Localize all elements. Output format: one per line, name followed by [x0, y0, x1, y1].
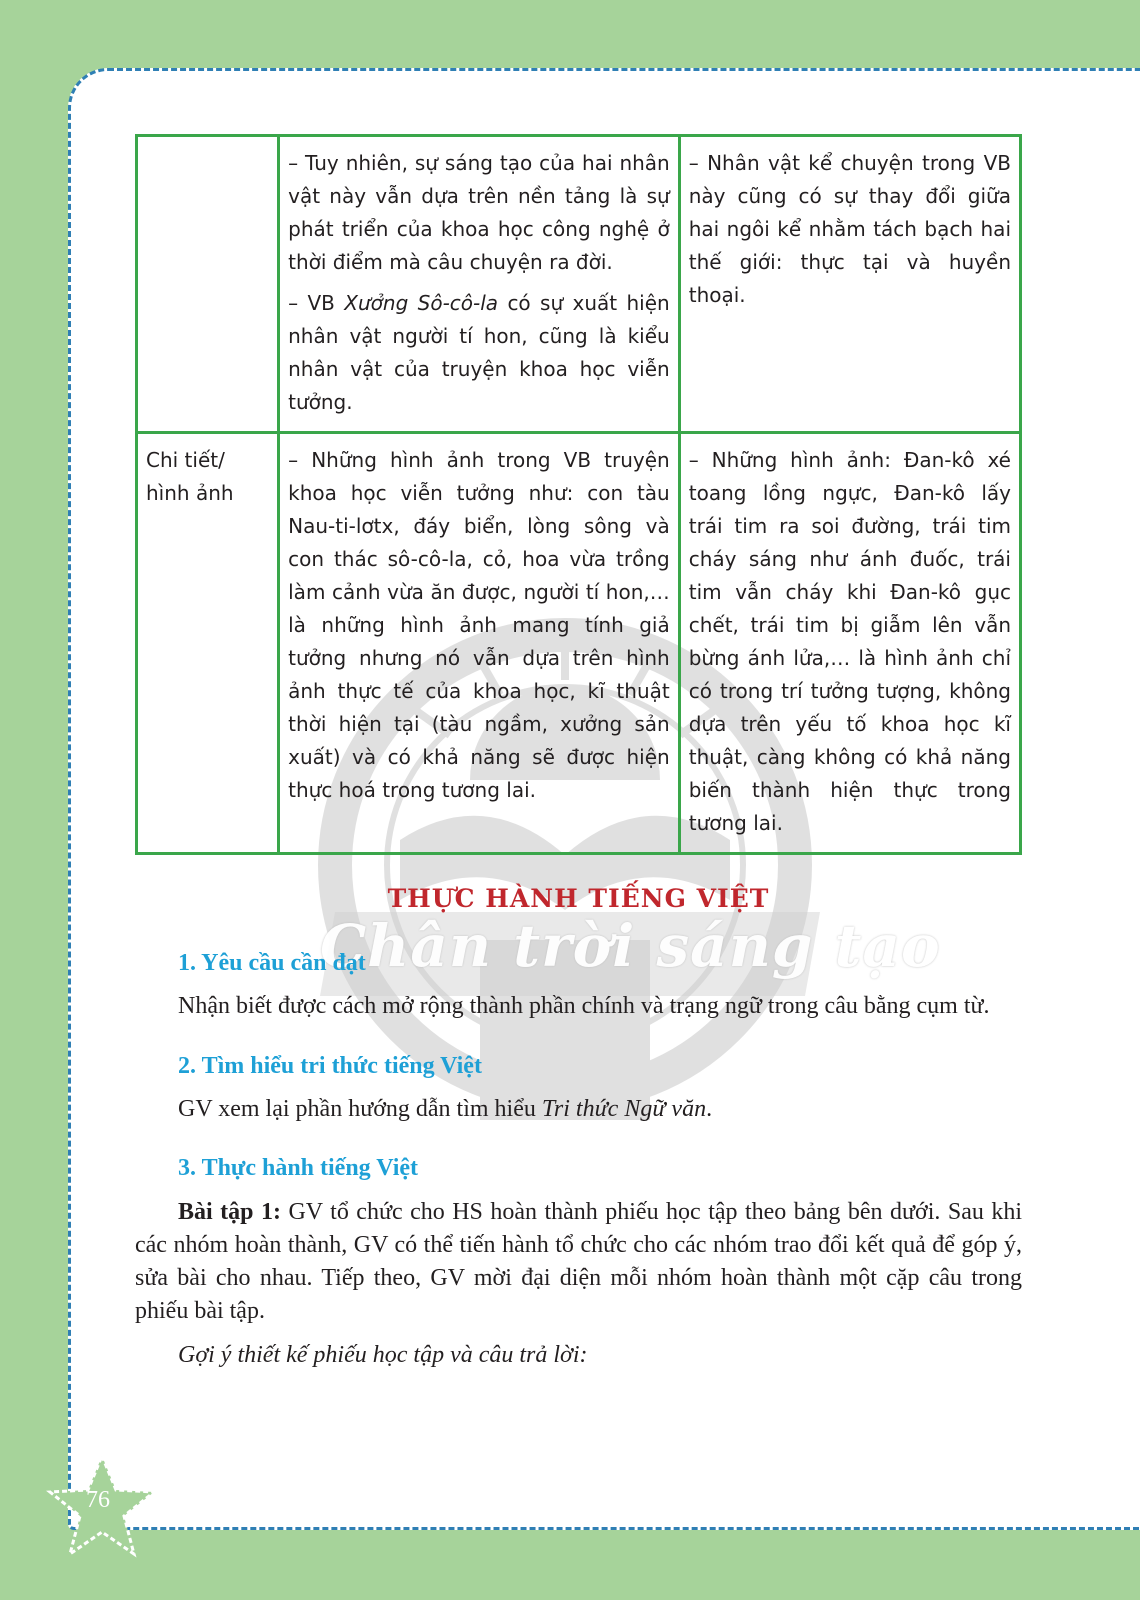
hint-italic: Gợi ý thiết kế phiếu học tập và câu trả lời: [178, 1342, 588, 1368]
table-cell-row2-col2: – Những hình ảnh trong VB truyện khoa học viễn tưởng như: con tàu Nau-ti-lơtx, đáy biển, lòng sông và con thác sô-cô-la, cỏ, hoa vừa trồng làm cảnh vừa ăn được, người tí hon,… là những hình ảnh mang tính giả tưởng nhưng nó vẫn dựa trên hình ảnh thực tế của khoa học, kĩ thuật thời hiện tại (tàu ngầm, xưởng sản xuất) và có khả năng sẽ được hiện thực hoá trong tương lai. [279, 433, 680, 854]
table-row [137, 136, 1021, 433]
cell-paragraph [288, 287, 670, 419]
italic-term: Tri thức Ngữ văn [541, 1096, 707, 1122]
table-cell-row1-col3: – Nhân vật kể chuyện trong VB này cũng có sự thay đổi giữa hai ngôi kể nhằm tách bạch hai thế giới: thực tại và huyền thoại. [679, 136, 1020, 433]
table-row [137, 433, 1021, 854]
page-number: 76 [86, 1487, 110, 1513]
hint-text [135, 1339, 1022, 1372]
section2-text [135, 1093, 1022, 1126]
table-cell-row1-col1 [137, 136, 279, 433]
section-heading: THỰC HÀNH TIẾNG VIỆT [387, 884, 770, 913]
table-cell-row2-col3: – Những hình ảnh: Đan-kô xé toang lồng ngực, Đan-kô lấy trái tim ra soi đường, trái tim cháy sáng như ánh đuốc, trái tim vẫn cháy khi Đan-kô gục chết, trái tim bị giẫm lên vẫn bừng ánh lửa,… là hình ảnh chỉ có trong trí tưởng tượng, không dựa trên yếu tố khoa học kĩ thuật, càng không có khả năng biến thành hiện thực trong tương lai. [679, 433, 1020, 854]
comparison-table [135, 134, 1022, 855]
table-cell-row1-col2 [279, 136, 680, 433]
table-cell-row2-col1: Chi tiết/ hình ảnh [137, 433, 279, 854]
section1-title: 1. Yêu cầu cần đạt [178, 950, 366, 976]
text-run: GV xem lại phần hướng dẫn tìm hiểu [178, 1096, 542, 1122]
text-run: có sự xuất hiện nhân vật người tí hon, cũng là kiểu nhân vật của truyện khoa học viễn tưởng. [288, 291, 670, 414]
italic-title: Xưởng Sô-cô-la [344, 291, 499, 315]
exercise-text: GV tổ chức cho HS hoàn thành phiếu học tập theo bảng bên dưới. Sau khi các nhóm hoàn thành, GV có thể tiến hành tổ chức cho các nhóm trao đổi kết quả để góp ý, sửa bài cho nhau. Tiếp theo, GV mời đại diện mỗi nhóm hoàn thành một cặp câu trong phiếu bài tập. [135, 1199, 1023, 1324]
exercise-label: Bài tập 1: [178, 1199, 281, 1225]
text-run: – VB [288, 291, 345, 315]
section1-text: Nhận biết được cách mở rộng thành phần chính và trạng ngữ trong câu bằng cụm từ. [178, 993, 990, 1019]
watermark-text: Chân trời sáng tạo [320, 912, 941, 980]
cell-paragraph: – Tuy nhiên, sự sáng tạo của hai nhân vật này vẫn dựa trên nền tảng là sự phát triển của khoa học công nghệ ở thời điểm mà câu chuyện ra đời. [288, 151, 670, 274]
section2-title: 2. Tìm hiểu tri thức tiếng Việt [178, 1053, 482, 1079]
text-run: . [706, 1096, 713, 1122]
exercise-paragraph [135, 1196, 1022, 1328]
section3-title: 3. Thực hành tiếng Việt [178, 1155, 418, 1181]
